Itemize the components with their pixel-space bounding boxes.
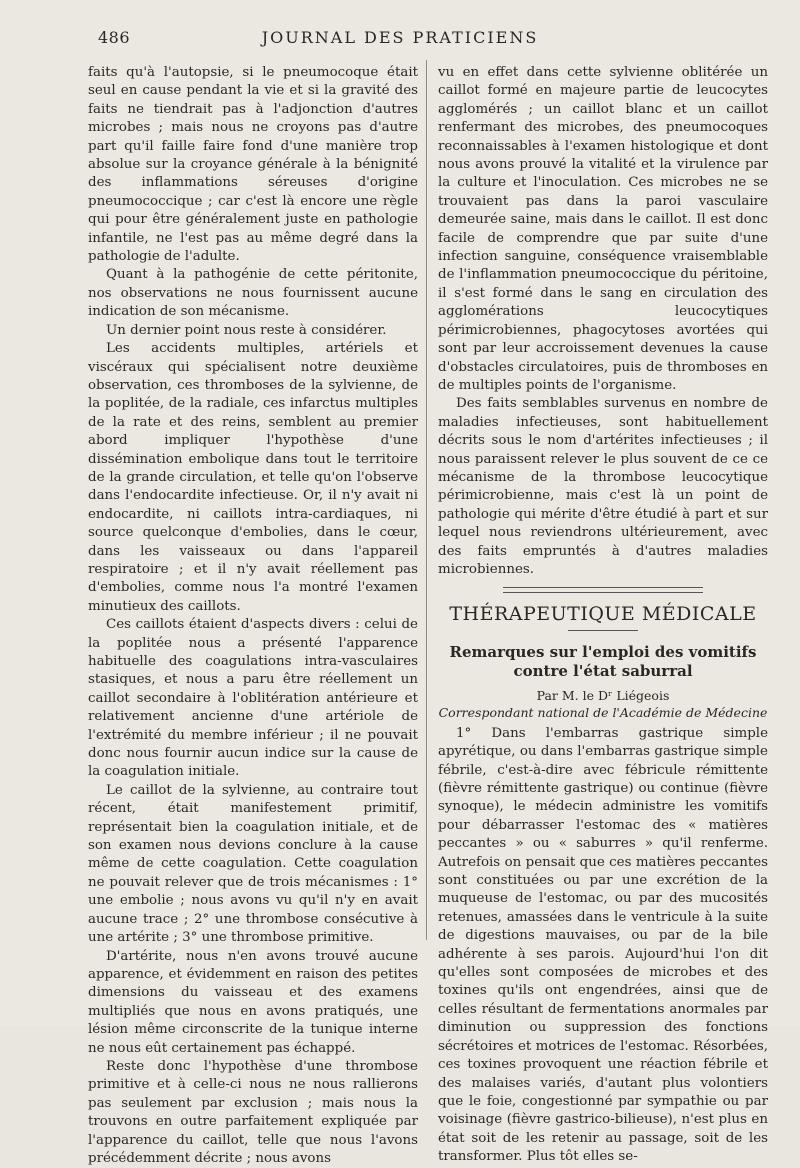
column-divider bbox=[426, 60, 427, 940]
paragraph: vu en effet dans cette sylvienne oblitérée un caillot formé en majeure partie de leucocytes agglomérés ; un caillot blanc et un caillot renfermant des microbes, des pneumocoques reconnaissables à l'examen histologique et dont nous avons prouvé la vitalité et la virulence par la culture et l'inoculation. Ces microbes ne se trouvaient pas dans la paroi vasculaire demeurée saine, mais dans le caillot. Il est donc facile de comprendre que par suite d'une infection sanguine, conséquence vraisemblable de l'inflammation pneumococcique du péritoine, il s'est formé dans le sang en circulation des agglomérations leucocytiques périmicrobiennes, phagocytoses avortées qui sont par leur accroissement devenues la cause d'obstacles circulatoires, puis de thromboses en de multiples points de l'organisme. bbox=[438, 65, 768, 393]
paragraph: Les accidents multiples, artériels et viscéraux qui spécialisent notre deuxième observation, ces thromboses de la sylvienne, de la poplitée, de la radiale, ces infarctus multiples de la rate et des reins, semblent au premier abord impliquer l'hypothèse d'une dissémination embolique dans tout le territoire de la grande circulation, et telle qu'on l'observe dans l'endocardite infectieuse. Or, il n'y avait ni endocardite, ni caillots intra-cardiaques, ni source quelconque d'embolies, dans le cœur, dans les vaisseaux ou dans l'appareil respiratoire ; et il n'y avait réellement pas d'embolies, comme nous l'a montré l'examen minutieux des caillots. bbox=[88, 341, 418, 614]
paragraph: Quant à la pathogénie de cette péritonite, nos observations ne nous fournissent aucune indication de son mécanisme. bbox=[88, 267, 418, 320]
paragraph: D'artérite, nous n'en avons trouvé aucune apparence, et évidemment en raison des petites dimensions du vaisseau et des examens multipliés que nous en avons pratiqués, une lésion même circonscrite de la tunique interne ne nous eût certainement pas échappé. bbox=[88, 948, 418, 1056]
left-column bbox=[88, 64, 418, 1168]
right-column bbox=[438, 64, 768, 1167]
paragraph: Le caillot de la sylvienne, au contraire tout récent, était manifestement primitif, représentait bien la coagulation initiale, et de son examen nous devions conclure à la cause même de cette coagulation. Cette coagulation ne pouvait relever que de trois mécanismes : 1° une embolie ; nous avons vu qu'il n'y en avait aucune trace ; 2° une thrombose consécutive à une artérite ; 3° une thrombose primitive. bbox=[88, 782, 418, 946]
heading-rule bbox=[568, 630, 638, 631]
paragraph: Ces caillots étaient d'aspects divers : celui de la poplitée nous a présenté l'apparence habituelle des coagulations intra-vasculaires stasiques, et nous a paru être réellement un caillot secondaire à l'oblitération antérieure et relativement ancienne d'une artériole de l'extrémité du membre inférieur ; il ne pouvait donc nous fournir aucun indice sur la cause de la coagulation initiale. bbox=[88, 617, 418, 780]
running-head bbox=[0, 28, 800, 52]
paragraph: Un dernier point nous reste à considérer. bbox=[106, 322, 387, 338]
paragraph: 1° Dans l'embarras gastrique simple apyrétique, ou dans l'embarras gastrique simple fébrile, c'est-à-dire avec fébricule rémittente (fièvre rémittente gastrique) ou continue (fièvre synoque), le médecin administre les vomitifs pour débarrasser l'estomac des « matières peccantes » ou « saburres » qu'il renferme. Autrefois on pensait que ces matières peccantes sont constituées ou par une excrétion de la muqueuse de l'estomac, ou par des mucosités retenues, amassées dans le ventricule à la suite de digestions mauvaises, ou par de la bile adhérente à ses parois. Aujourd'hui l'on dit qu'elles sont composées de microbes et des toxines qu'ils ont engendrées, ainsi que de celles résultant de fermentations anormales par diminution ou suppression des fonctions sécrétoires et motrices de l'estomac. Résorbées, ces toxines provoquent une réaction fébrile et des malaises variés, d'autant plus volontiers que le foie, congestionné par sympathie ou par voisinage (fièvre gastrico-bilieuse), n'est plus en état soit de les retenir au passage, soit de les transformer. Plus tôt elles se- bbox=[438, 725, 768, 1165]
page-number: 486 bbox=[98, 28, 131, 47]
article-title: Remarques sur l'emploi des vomitifs contre l'état saburral bbox=[449, 642, 757, 680]
author-affiliation: Correspondant national de l'Académie de Médecine bbox=[438, 704, 768, 720]
paragraph: Reste donc l'hypothèse d'une thrombose primitive et à celle-ci nous ne nous rallierons pas seulement par exclusion ; mais nous la trouvons en outre parfaitement expliquée par l'apparence du caillot, telle que nous l'avons précédemment décrite ; nous avons bbox=[88, 1058, 418, 1166]
journal-title: JOURNAL DES PRATICIENS bbox=[261, 28, 539, 47]
section-rule bbox=[503, 587, 703, 593]
section-heading: THÉRAPEUTIQUE MÉDICALE bbox=[449, 603, 757, 626]
paragraph: faits qu'à l'autopsie, si le pneumocoque était seul en cause pendant la vie et si la gravité des faits ne tiendrait pas à l'adjonction d'autres microbes ; mais nous ne croyons pas d'autre part qu'il faille faire fond d'une manière trop absolue sur la croyance générale à la bénignité des inflammations séreuses d'origine pneumococcique ; car c'est là encore une règle qui pour être généralement juste en pathologie infantile, ne l'est pas au même degré dans la pathologie de l'adulte. bbox=[88, 65, 418, 265]
article-byline: Par M. le Dʳ Liégeois bbox=[536, 687, 670, 703]
paragraph: Des faits semblables survenus en nombre de maladies infectieuses, sont habituellement décrits sous le nom d'artérites infectieuses ; il nous paraissent relever le plus souvent de ce ce mécanisme de la thrombose leucocytique périmicrobienne, mais c'est là un point de pathologie qui mérite d'être étudié à part et sur lequel nous reviendrons ultérieurement, avec des faits empruntés à d'autres maladies microbiennes. bbox=[438, 396, 768, 577]
